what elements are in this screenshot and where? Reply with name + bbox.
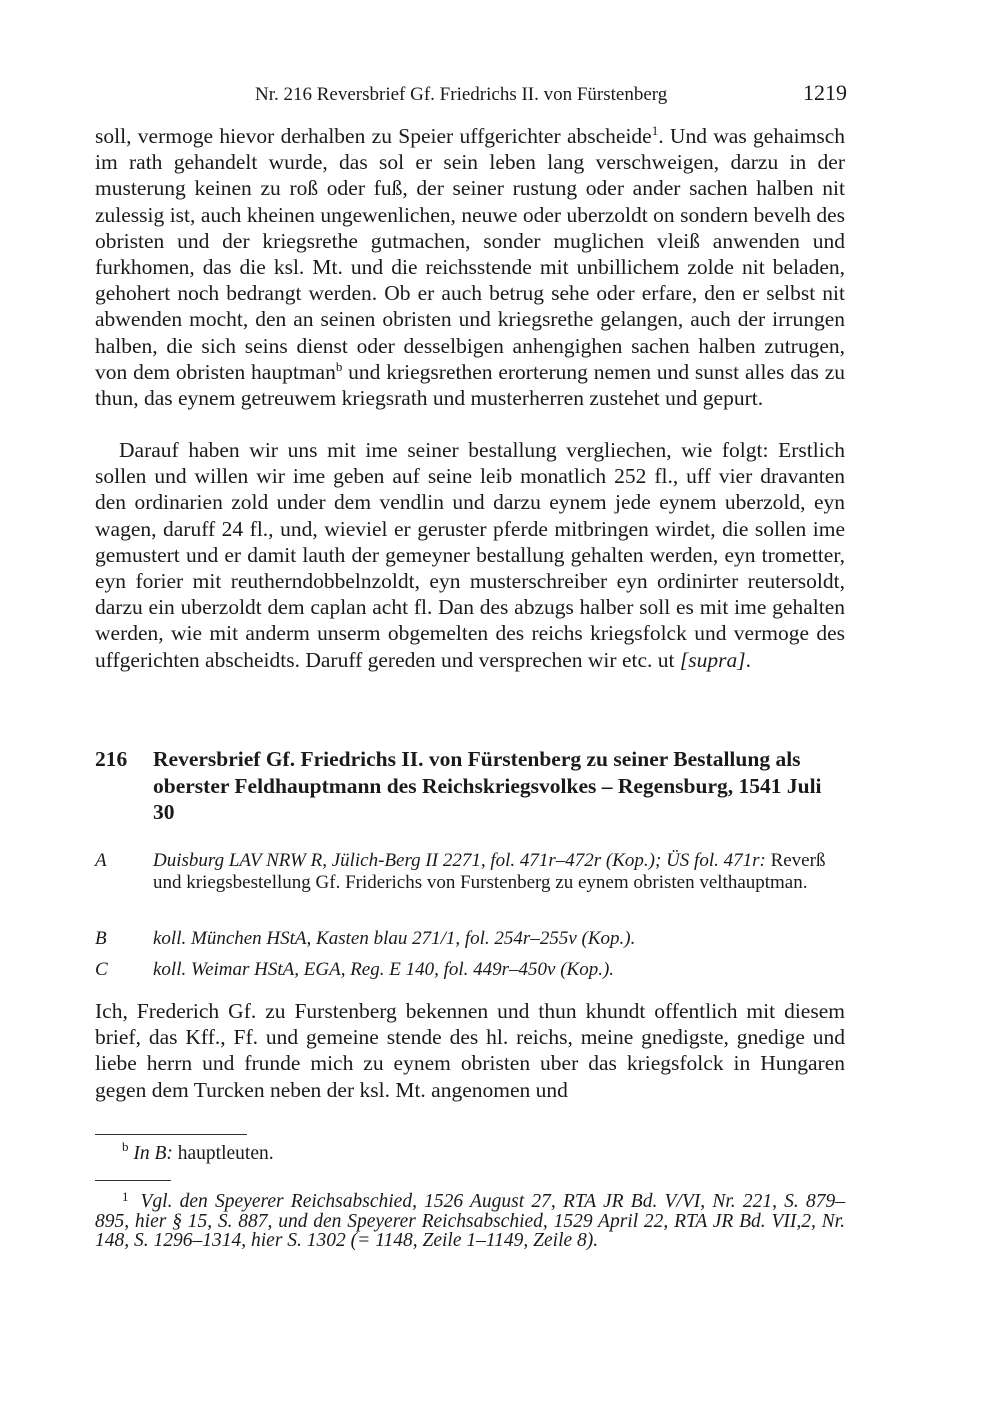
paragraph-1-text-a: soll, vermoge hievor derhalben zu Speier uffgerichter abscheide xyxy=(95,124,652,148)
running-header xyxy=(95,82,847,108)
footnote-variant-b xyxy=(95,1139,845,1165)
source-entry-a xyxy=(95,850,845,894)
source-description: Reverß und kriegsbestellung Gf. Friderichs von Furstenberg zu eynem obristen velthauptman. xyxy=(153,850,826,893)
paragraph-2-text: Darauf haben wir uns mit ime seiner bestallung vergliechen, wie folgt: Erstlich sollen und willen wir ime geben auf seine leib monatlich 252 fl., uff vier dravanten den ordinarien zold under dem vendlin und darzu eynem jede eynem uberzold, eyn wagen, daruff 24 fl., und, wieviel er geruster pferde mitbringen wirdet, die sollen ime gemustert und er damit lauth der gemeyner bestallung gehalten werden, eyn trometter, eyn forier mit reutherndobbelnzoldt, eyn musterschreiber eyn ordinirter reutersoldt, darzu ein uberzoldt dem caplan acht fl. Dan des abzugs halber soll es mit ime gehalten werden, wie mit anderm unserm obgemelten des reichs kriegsfolck und vermoge des uffgerichten abscheidts. Daruff gereden und versprechen wir etc. ut xyxy=(95,438,845,672)
source-siglum: B xyxy=(95,928,107,949)
footnote-1 xyxy=(95,1187,845,1251)
footnote-b-text: hauptleuten. xyxy=(172,1143,274,1164)
footnote-marker-1[interactable]: 1 xyxy=(651,123,659,138)
document-title: Reversbrief Gf. Friedrichs II. von Fürstenberg zu seiner Bestallung als oberster Feldhauptmann des Reichskriegsvolkes – Regensburg, 1541 Juli 30 xyxy=(153,747,822,824)
footnote-b-marker: b xyxy=(122,1139,129,1154)
source-location: koll. München HStA, Kasten blau 271/1, fol. 254r–255v (Kop.). xyxy=(153,928,636,949)
paragraph-1-text-c: und kriegsrethen erorterung nemen und sunst alles das zu thun, das eynem getreuwem kriegsrath und musterherren zustehet und gepurt. xyxy=(95,359,845,411)
variant-marker-b[interactable]: b xyxy=(335,358,343,374)
footnote-b-label: In B: xyxy=(133,1143,173,1164)
paragraph-2-end: . xyxy=(745,647,751,672)
paragraph-3: Ich, Frederich Gf. zu Furstenberg bekennen und thun khundt offentlich mit diesem brief, das Kff., Ff. und gemeine stende des hl. reichs, meine gnedigste, gnedige und liebe herrn und frunde mich zu eynem obristen uber das kriegsfolck in Hungaren gegen dem Turcken neben der ksl. Mt. angenomen und xyxy=(95,999,845,1102)
source-location: koll. Weimar HStA, EGA, Reg. E 140, fol. 449r–450v (Kop.). xyxy=(153,959,615,980)
source-siglum: C xyxy=(95,959,108,980)
document-number: 216 xyxy=(95,747,128,771)
source-entry-c xyxy=(95,959,845,981)
footnote-1-marker: 1 xyxy=(122,1189,129,1204)
source-siglum: A xyxy=(95,850,107,871)
running-title: Nr. 216 Reversbrief Gf. Friedrichs II. von Fürstenberg xyxy=(255,84,668,105)
footnote-divider xyxy=(95,1134,247,1135)
supra-editorial: [supra] xyxy=(679,647,746,672)
paragraph-1-text-b: . Und was gehaimsch im rath gehandelt wurde, das sol er sein leben lang verschweigen, darzu in der musterung keinen zu roß oder fuß, der seiner rustung oder ander sachen halben nit zulessig ist, auch kheinen ungewenlichen, neuwe oder uberzoldt on sondern bevelh des obristen und der kriegsrethe gutmachen, sonder muglichen vleiß anwenden und furkhomen, das die ksl. Mt. und die reichsstende mit unbillichem zolde nit beladen, gehohert noch bedrangt werden. Ob er auch betrug sehe oder erfare, den er selbst nit abwenden mocht, den an seinen obristen und kriegsrethe gelangen, auch der irrungen halben, die sich seins dienst oder desselbigen anhengighen sachen halben zutrugen, von dem obristen hauptman xyxy=(95,124,845,384)
footnote-divider-2 xyxy=(95,1180,171,1181)
paragraph-2 xyxy=(95,437,845,673)
source-location: Duisburg LAV NRW R, Jülich-Berg II 2271, fol. 471r–472r (Kop.); ÜS fol. 471r: xyxy=(153,850,766,871)
paragraph-1 xyxy=(95,123,845,411)
document-heading xyxy=(95,746,845,826)
footnote-1-text: Vgl. den Speyerer Reichsabschied, 1526 August 27, RTA JR Bd. V/VI, Nr. 221, S. 879–895, hier § 15, S. 887, und den Speyerer Reichsabschied, 1529 April 22, RTA JR Bd. VII,2, Nr. 148, S. 1296–1314, hier S. 1302 (= 1148, Zeile 1–1149, Zeile 8). xyxy=(95,1191,845,1251)
page-number: 1219 xyxy=(803,80,847,105)
source-entry-b xyxy=(95,928,845,950)
